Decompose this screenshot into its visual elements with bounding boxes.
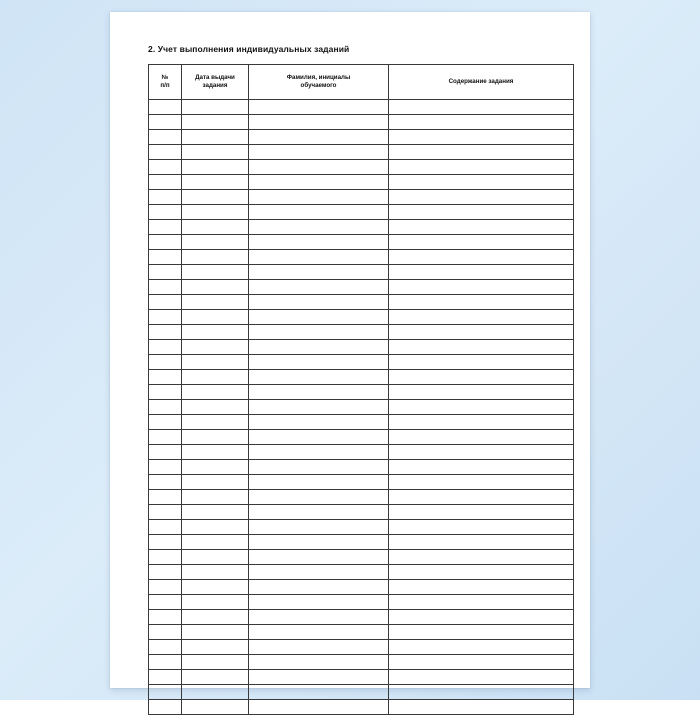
table-row xyxy=(149,550,574,565)
cell-task-content[interactable] xyxy=(389,220,574,235)
column-header-issue-date-line2: задания xyxy=(202,82,228,89)
cell-task-content[interactable] xyxy=(389,700,574,715)
cell-number[interactable] xyxy=(149,235,182,250)
table-row xyxy=(149,355,574,370)
cell-student-name[interactable] xyxy=(249,250,389,265)
cell-issue-date[interactable] xyxy=(182,415,249,430)
cell-issue-date[interactable] xyxy=(182,445,249,460)
cell-student-name[interactable] xyxy=(249,625,389,640)
cell-issue-date[interactable] xyxy=(182,190,249,205)
cell-task-content[interactable] xyxy=(389,565,574,580)
cell-issue-date[interactable] xyxy=(182,160,249,175)
cell-issue-date[interactable] xyxy=(182,535,249,550)
cell-issue-date[interactable] xyxy=(182,520,249,535)
cell-issue-date[interactable] xyxy=(182,565,249,580)
table-row xyxy=(149,235,574,250)
cell-number[interactable] xyxy=(149,385,182,400)
individual-tasks-table xyxy=(148,64,574,715)
cell-issue-date[interactable] xyxy=(182,295,249,310)
cell-number[interactable] xyxy=(149,670,182,685)
document-content xyxy=(148,44,558,715)
cell-student-name[interactable] xyxy=(249,190,389,205)
cell-task-content[interactable] xyxy=(389,295,574,310)
cell-student-name[interactable] xyxy=(249,460,389,475)
table-row xyxy=(149,700,574,715)
cell-task-content[interactable] xyxy=(389,190,574,205)
cell-student-name[interactable] xyxy=(249,430,389,445)
table-row xyxy=(149,370,574,385)
cell-number[interactable] xyxy=(149,490,182,505)
cell-student-name[interactable] xyxy=(249,400,389,415)
cell-issue-date[interactable] xyxy=(182,625,249,640)
table-row xyxy=(149,400,574,415)
cell-student-name[interactable] xyxy=(249,355,389,370)
cell-task-content[interactable] xyxy=(389,280,574,295)
cell-issue-date[interactable] xyxy=(182,580,249,595)
cell-task-content[interactable] xyxy=(389,445,574,460)
cell-task-content[interactable] xyxy=(389,385,574,400)
cell-student-name[interactable] xyxy=(249,535,389,550)
cell-task-content[interactable] xyxy=(389,430,574,445)
table-row xyxy=(149,475,574,490)
table-row xyxy=(149,430,574,445)
cell-issue-date[interactable] xyxy=(182,175,249,190)
cell-number[interactable] xyxy=(149,415,182,430)
table-row xyxy=(149,145,574,160)
cell-issue-date[interactable] xyxy=(182,640,249,655)
table-row xyxy=(149,325,574,340)
cell-number[interactable] xyxy=(149,370,182,385)
table-row xyxy=(149,610,574,625)
cell-student-name[interactable] xyxy=(249,415,389,430)
cell-number[interactable] xyxy=(149,160,182,175)
cell-task-content[interactable] xyxy=(389,535,574,550)
cell-task-content[interactable] xyxy=(389,655,574,670)
cell-number[interactable] xyxy=(149,700,182,715)
table-row xyxy=(149,595,574,610)
cell-number[interactable] xyxy=(149,295,182,310)
cell-student-name[interactable] xyxy=(249,445,389,460)
cell-issue-date[interactable] xyxy=(182,280,249,295)
cell-number[interactable] xyxy=(149,535,182,550)
cell-task-content[interactable] xyxy=(389,580,574,595)
table-row xyxy=(149,565,574,580)
cell-number[interactable] xyxy=(149,265,182,280)
cell-student-name[interactable] xyxy=(249,265,389,280)
cell-task-content[interactable] xyxy=(389,640,574,655)
cell-issue-date[interactable] xyxy=(182,310,249,325)
cell-task-content[interactable] xyxy=(389,505,574,520)
table-row xyxy=(149,340,574,355)
cell-number[interactable] xyxy=(149,190,182,205)
cell-number[interactable] xyxy=(149,115,182,130)
page-title: 2. Учет выполнения индивидуальных заданий xyxy=(148,44,350,54)
cell-issue-date[interactable] xyxy=(182,265,249,280)
table-row xyxy=(149,535,574,550)
cell-task-content[interactable] xyxy=(389,355,574,370)
cell-task-content[interactable] xyxy=(389,160,574,175)
cell-issue-date[interactable] xyxy=(182,250,249,265)
cell-task-content[interactable] xyxy=(389,520,574,535)
cell-number[interactable] xyxy=(149,220,182,235)
cell-task-content[interactable] xyxy=(389,370,574,385)
cell-issue-date[interactable] xyxy=(182,235,249,250)
cell-number[interactable] xyxy=(149,100,182,115)
cell-issue-date[interactable] xyxy=(182,685,249,700)
cell-number[interactable] xyxy=(149,550,182,565)
cell-task-content[interactable] xyxy=(389,460,574,475)
cell-student-name[interactable] xyxy=(249,550,389,565)
cell-number[interactable] xyxy=(149,655,182,670)
cell-student-name[interactable] xyxy=(249,295,389,310)
cell-issue-date[interactable] xyxy=(182,460,249,475)
cell-issue-date[interactable] xyxy=(182,355,249,370)
table-row xyxy=(149,655,574,670)
cell-number[interactable] xyxy=(149,430,182,445)
cell-student-name[interactable] xyxy=(249,160,389,175)
cell-student-name[interactable] xyxy=(249,325,389,340)
cell-issue-date[interactable] xyxy=(182,115,249,130)
cell-issue-date[interactable] xyxy=(182,610,249,625)
cell-task-content[interactable] xyxy=(389,250,574,265)
cell-number[interactable] xyxy=(149,175,182,190)
cell-number[interactable] xyxy=(149,565,182,580)
cell-issue-date[interactable] xyxy=(182,385,249,400)
cell-number[interactable] xyxy=(149,340,182,355)
cell-issue-date[interactable] xyxy=(182,550,249,565)
column-header-student-name xyxy=(249,65,389,100)
cell-task-content[interactable] xyxy=(389,175,574,190)
table-row xyxy=(149,220,574,235)
cell-student-name[interactable] xyxy=(249,235,389,250)
cell-student-name[interactable] xyxy=(249,475,389,490)
cell-student-name[interactable] xyxy=(249,505,389,520)
cell-student-name[interactable] xyxy=(249,490,389,505)
cell-issue-date[interactable] xyxy=(182,595,249,610)
cell-student-name[interactable] xyxy=(249,205,389,220)
cell-issue-date[interactable] xyxy=(182,430,249,445)
cell-student-name[interactable] xyxy=(249,385,389,400)
table-row xyxy=(149,280,574,295)
cell-number[interactable] xyxy=(149,145,182,160)
cell-student-name[interactable] xyxy=(249,595,389,610)
cell-student-name[interactable] xyxy=(249,100,389,115)
table-row xyxy=(149,130,574,145)
cell-task-content[interactable] xyxy=(389,400,574,415)
cell-student-name[interactable] xyxy=(249,370,389,385)
table-row xyxy=(149,100,574,115)
cell-number[interactable] xyxy=(149,595,182,610)
table-row xyxy=(149,460,574,475)
table-row xyxy=(149,265,574,280)
cell-student-name[interactable] xyxy=(249,685,389,700)
table-row xyxy=(149,250,574,265)
cell-number[interactable] xyxy=(149,640,182,655)
table-row xyxy=(149,685,574,700)
cell-student-name[interactable] xyxy=(249,175,389,190)
cell-number[interactable] xyxy=(149,445,182,460)
cell-task-content[interactable] xyxy=(389,325,574,340)
cell-student-name[interactable] xyxy=(249,130,389,145)
table-row xyxy=(149,310,574,325)
column-header-issue-date-line1: Дата выдачи xyxy=(195,74,235,82)
cell-student-name[interactable] xyxy=(249,610,389,625)
cell-number[interactable] xyxy=(149,685,182,700)
cell-number[interactable] xyxy=(149,400,182,415)
cell-number[interactable] xyxy=(149,130,182,145)
column-header-number xyxy=(149,65,182,100)
document-page xyxy=(110,12,590,688)
cell-task-content[interactable] xyxy=(389,490,574,505)
column-header-issue-date xyxy=(182,65,249,100)
cell-number[interactable] xyxy=(149,310,182,325)
cell-number[interactable] xyxy=(149,355,182,370)
cell-task-content[interactable] xyxy=(389,235,574,250)
cell-issue-date[interactable] xyxy=(182,700,249,715)
cell-task-content[interactable] xyxy=(389,310,574,325)
table-row xyxy=(149,190,574,205)
table-row xyxy=(149,295,574,310)
cell-issue-date[interactable] xyxy=(182,670,249,685)
cell-issue-date[interactable] xyxy=(182,205,249,220)
table-row xyxy=(149,670,574,685)
cell-number[interactable] xyxy=(149,625,182,640)
cell-student-name[interactable] xyxy=(249,145,389,160)
cell-task-content[interactable] xyxy=(389,595,574,610)
cell-number[interactable] xyxy=(149,580,182,595)
table-row xyxy=(149,505,574,520)
cell-issue-date[interactable] xyxy=(182,505,249,520)
cell-issue-date[interactable] xyxy=(182,340,249,355)
table-row xyxy=(149,490,574,505)
cell-student-name[interactable] xyxy=(249,700,389,715)
cell-issue-date[interactable] xyxy=(182,220,249,235)
cell-issue-date[interactable] xyxy=(182,100,249,115)
cell-student-name[interactable] xyxy=(249,340,389,355)
cell-task-content[interactable] xyxy=(389,205,574,220)
table-header-row xyxy=(149,65,574,100)
cell-issue-date[interactable] xyxy=(182,325,249,340)
cell-task-content[interactable] xyxy=(389,100,574,115)
cell-number[interactable] xyxy=(149,520,182,535)
cell-student-name[interactable] xyxy=(249,280,389,295)
cell-issue-date[interactable] xyxy=(182,130,249,145)
table-row xyxy=(149,415,574,430)
cell-number[interactable] xyxy=(149,610,182,625)
cell-task-content[interactable] xyxy=(389,130,574,145)
cell-number[interactable] xyxy=(149,325,182,340)
column-header-number-line1: № xyxy=(161,74,169,82)
column-header-task-content xyxy=(389,65,574,100)
cell-task-content[interactable] xyxy=(389,340,574,355)
cell-number[interactable] xyxy=(149,505,182,520)
table-row xyxy=(149,115,574,130)
table-row xyxy=(149,640,574,655)
cell-issue-date[interactable] xyxy=(182,400,249,415)
column-header-student-name-line1: Фамилия, инициалы xyxy=(286,74,351,82)
table-row xyxy=(149,175,574,190)
cell-issue-date[interactable] xyxy=(182,370,249,385)
table-header xyxy=(149,65,574,100)
table-row xyxy=(149,625,574,640)
cell-issue-date[interactable] xyxy=(182,490,249,505)
cell-task-content[interactable] xyxy=(389,685,574,700)
table-row xyxy=(149,205,574,220)
table-row xyxy=(149,580,574,595)
cell-task-content[interactable] xyxy=(389,265,574,280)
cell-student-name[interactable] xyxy=(249,565,389,580)
cell-task-content[interactable] xyxy=(389,610,574,625)
cell-issue-date[interactable] xyxy=(182,145,249,160)
cell-student-name[interactable] xyxy=(249,580,389,595)
cell-number[interactable] xyxy=(149,205,182,220)
cell-student-name[interactable] xyxy=(249,115,389,130)
cell-student-name[interactable] xyxy=(249,220,389,235)
table-row xyxy=(149,160,574,175)
column-header-number-line2: п/п xyxy=(160,82,170,89)
cell-student-name[interactable] xyxy=(249,310,389,325)
cell-student-name[interactable] xyxy=(249,655,389,670)
column-header-task-content-line1: Содержание задания xyxy=(448,78,514,86)
cell-number[interactable] xyxy=(149,460,182,475)
cell-student-name[interactable] xyxy=(249,670,389,685)
cell-task-content[interactable] xyxy=(389,145,574,160)
cell-task-content[interactable] xyxy=(389,475,574,490)
cell-issue-date[interactable] xyxy=(182,655,249,670)
cell-task-content[interactable] xyxy=(389,115,574,130)
table-row xyxy=(149,385,574,400)
table-row xyxy=(149,520,574,535)
cell-task-content[interactable] xyxy=(389,550,574,565)
table-row xyxy=(149,445,574,460)
cell-number[interactable] xyxy=(149,475,182,490)
cell-issue-date[interactable] xyxy=(182,475,249,490)
table-body xyxy=(149,100,574,715)
column-header-student-name-line2: обучаемого xyxy=(300,82,337,89)
cell-number[interactable] xyxy=(149,280,182,295)
cell-task-content[interactable] xyxy=(389,670,574,685)
cell-task-content[interactable] xyxy=(389,625,574,640)
cell-task-content[interactable] xyxy=(389,415,574,430)
cell-student-name[interactable] xyxy=(249,640,389,655)
cell-student-name[interactable] xyxy=(249,520,389,535)
cell-number[interactable] xyxy=(149,250,182,265)
